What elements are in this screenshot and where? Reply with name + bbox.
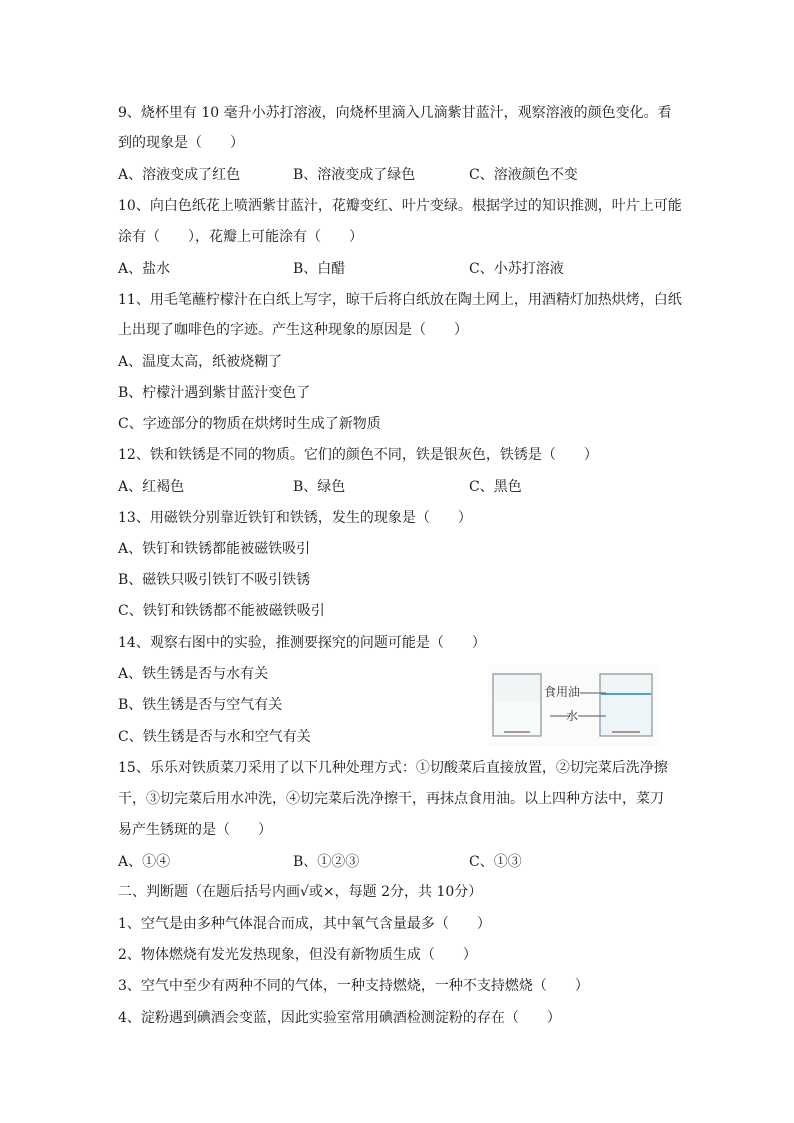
q13-option-b: B、磁铁只吸引铁钉不吸引铁锈 <box>118 572 311 588</box>
q10-stem-line1: 10、向白色纸花上喷洒紫甘蓝汁，花瓣变红、叶片变绿。根据学过的知识推测，叶片上可能 <box>118 198 682 214</box>
q12-option-a: A、红褐色 <box>118 479 185 495</box>
q13-stem-line1: 13、用磁铁分别靠近铁钉和铁锈，发生的现象是（ ） <box>118 510 472 526</box>
q11-stem-line2: 上出现了咖啡色的字迹。产生这种现象的原因是（ ） <box>118 322 468 338</box>
right-beaker <box>600 674 652 736</box>
q10-option-c: C、小苏打溶液 <box>469 261 564 277</box>
q15-stem-line3: 易产生锈斑的是（ ） <box>118 822 272 838</box>
q10-option-a: A、盐水 <box>118 261 171 277</box>
q10-option-b: B、白醋 <box>293 261 346 277</box>
q11-option-a: A、温度太高，纸被烧糊了 <box>118 354 283 370</box>
q9-stem-line1: 9、烧杯里有 10 毫升小苏打溶液，向烧杯里滴入几滴紫甘蓝汁，观察溶液的颜色变化。看 <box>118 105 672 121</box>
q9-option-b: B、溶液变成了绿色 <box>293 167 416 183</box>
q9-option-c: C、溶液颜色不变 <box>469 167 578 183</box>
q12-option-b: B、绿色 <box>293 479 346 495</box>
judge-item-4: 4、淀粉遇到碘酒会变蓝，因此实验室常用碘酒检测淀粉的存在（ ） <box>118 1010 561 1026</box>
judge-item-1: 1、空气是由多种气体混合而成，其中氧气含量最多（ ） <box>118 916 491 932</box>
q15-option-a: A、①④ <box>118 854 171 870</box>
figure-label-oil: 食用油 <box>544 685 581 699</box>
q12-stem-line1: 12、铁和铁锈是不同的物质。它们的颜色不同，铁是银灰色，铁锈是（ ） <box>118 447 598 463</box>
q10-stem-line2: 涂有（ ），花瓣上可能涂有（ ） <box>118 229 363 245</box>
judge-item-2: 2、物体燃烧有发光发热现象，但没有新物质生成（ ） <box>118 947 477 963</box>
judge-item-3: 3、空气中至少有两种不同的气体，一种支持燃烧，一种不支持燃烧（ ） <box>118 978 589 994</box>
q14-experiment-figure <box>488 664 660 746</box>
q14-option-a: A、铁生锈是否与水有关 <box>118 666 269 682</box>
q15-option-c: C、①③ <box>469 854 522 870</box>
section2-heading: 二、判断题（在题后括号内画√或×，每题 2分，共 10分） <box>118 884 483 900</box>
q14-option-b: B、铁生锈是否与空气有关 <box>118 697 283 713</box>
q15-option-b: B、①②③ <box>293 854 360 870</box>
q15-stem-line1: 15、乐乐对铁质菜刀采用了以下几种处理方式：①切酸菜后直接放置，②切完菜后洗净擦 <box>118 760 668 776</box>
q9-option-a: A、溶液变成了红色 <box>118 167 241 183</box>
left-beaker <box>493 674 541 736</box>
q14-stem-line1: 14、观察右图中的实验，推测要探究的问题可能是（ ） <box>118 635 486 651</box>
q13-option-c: C、铁钉和铁锈都不能被磁铁吸引 <box>118 603 325 619</box>
q13-option-a: A、铁钉和铁锈都能被磁铁吸引 <box>118 541 311 557</box>
q12-option-c: C、黑色 <box>469 479 522 495</box>
q11-option-c: C、字迹部分的物质在烘烤时生成了新物质 <box>118 416 381 432</box>
q9-stem-line2: 到的现象是（ ） <box>118 135 244 151</box>
figure-label-water: 水 <box>566 709 579 723</box>
q11-option-b: B、柠檬汁遇到紫甘蓝汁变色了 <box>118 385 311 401</box>
q11-stem-line1: 11、用毛笔蘸柠檬汁在白纸上写字，晾干后将白纸放在陶土网上，用酒精灯加热烘烤，白纸 <box>118 292 682 308</box>
q14-option-c: C、铁生锈是否与水和空气有关 <box>118 729 311 745</box>
q15-stem-line2: 干，③切完菜后用水冲洗，④切完菜后洗净擦干，再抹点食用油。以上四种方法中，菜刀 <box>118 791 664 807</box>
